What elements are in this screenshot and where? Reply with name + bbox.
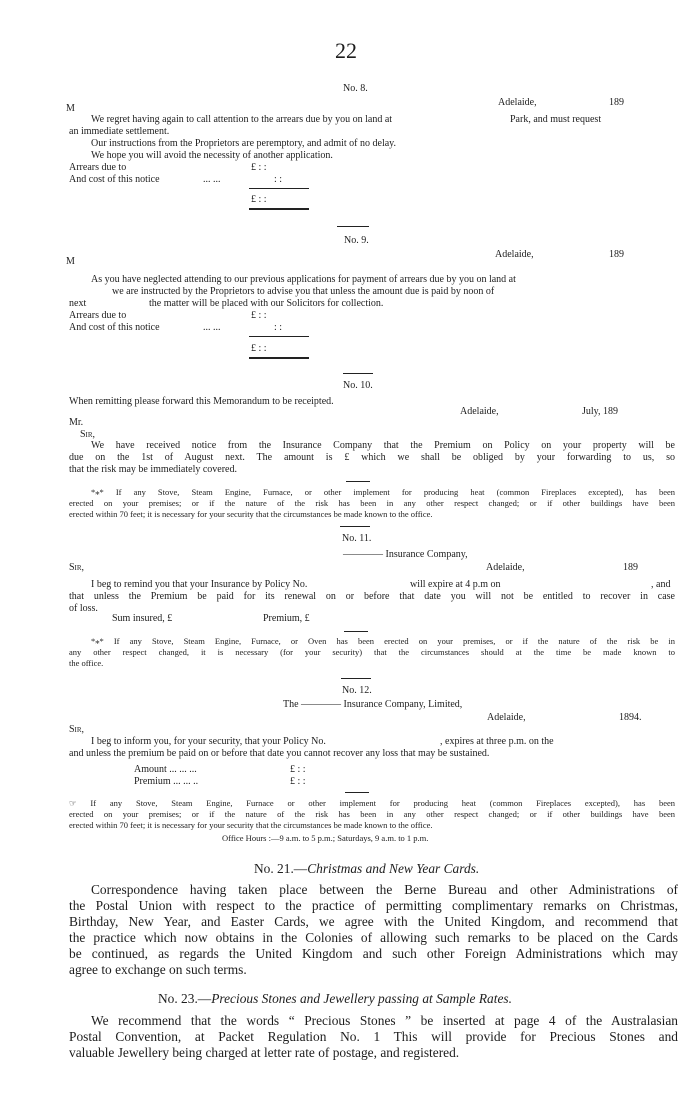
company-name: The ———— Insurance Company, Limited, — [283, 699, 463, 710]
total-rule — [249, 357, 309, 360]
section-divider — [337, 226, 369, 227]
body-line: an immediate settlement. — [69, 126, 170, 137]
body-line: As you have neglected attending to our previous applications for payment of arrears due by you on land at — [91, 274, 516, 285]
paragraph-line: the practice which now obtains in the Colonies of allowing such remarks to be placed on the Cards — [69, 930, 678, 945]
section-divider — [341, 678, 371, 679]
body-line: , and — [651, 579, 671, 590]
cost-label: And cost of this notice — [69, 322, 160, 333]
leader-dots: ... ... — [203, 322, 221, 333]
body-line: When remitting please forward this Memorandum to be receipted. — [69, 396, 334, 407]
page-number: 22 — [335, 38, 357, 63]
note-divider — [346, 481, 370, 482]
arrears-label: Arrears due to — [69, 310, 127, 321]
salutation: M — [66, 103, 75, 114]
place: Adelaide, — [486, 562, 525, 573]
year: 1894. — [619, 712, 642, 723]
sum-rule — [249, 188, 309, 189]
body-line: next — [69, 298, 87, 309]
note-divider — [345, 792, 369, 793]
body-line: that unless the Premium be paid for its renewal on or before that date you will not be entitled to recover in case — [69, 591, 675, 602]
paragraph-line: We recommend that the words “ Precious Stones ” be inserted at page 4 of the Australasian — [91, 1013, 678, 1028]
body-line: We have received notice from the Insurance Company that the Premium on Policy on your property will be — [91, 440, 675, 451]
section-heading: No. 21.—Christmas and New Year Cards. — [254, 861, 480, 876]
form-heading: No. 8. — [343, 83, 368, 94]
amount-column: : : — [274, 174, 283, 185]
footnote-line: erected on your premises; or if the nature of the risk has been in any other respect changed; or if other buildings have been — [69, 809, 675, 819]
salutation: Sir, — [69, 562, 85, 573]
company-name: ———— Insurance Company, — [343, 549, 468, 560]
amount-column: £ : : — [251, 162, 267, 173]
body-line: we are instructed by the Proprietors to advise you that unless the amount due is paid by noon of — [112, 286, 495, 297]
sum-insured: Sum insured, £ — [112, 613, 173, 624]
footnote-line: *⁎* If any Stove, Steam Engine, Furnace, or Oven has been erected on your premises, or if the nature of the risk be in — [91, 636, 675, 646]
body-line: I beg to remind you that your Insurance by Policy No. — [91, 579, 308, 590]
paragraph-line: be continued, as regards the United Kingdom and such other Foreign Administrations which may — [69, 946, 678, 961]
total-rule — [249, 208, 309, 211]
form-heading: No. 10. — [343, 380, 373, 391]
total-amount: £ : : — [251, 343, 267, 354]
body-line: , expires at three p.m. on the — [440, 736, 554, 747]
addressee: Mr. — [69, 417, 84, 428]
body-line: Park, and must request — [510, 114, 602, 125]
form-heading: No. 12. — [342, 685, 372, 696]
form-heading: No. 9. — [344, 235, 369, 246]
total-amount: £ : : — [251, 194, 267, 205]
note-divider — [344, 631, 368, 632]
arrears-label: Arrears due to — [69, 162, 127, 173]
section-heading: No. 23.—Precious Stones and Jewellery passing at Sample Rates. — [158, 991, 512, 1006]
body-line: the matter will be placed with our Solicitors for collection. — [149, 298, 384, 309]
footnote-line: ☞ If any Stove, Steam Engine, Furnace or other implement for producing heat (common Fireplaces excepted), has been — [69, 798, 675, 808]
footnote-line: erected on your premises; or if the nature of the risk has been in any other respect changed; or if other buildings have been — [69, 498, 675, 508]
section-divider — [340, 526, 370, 527]
salutation: Sir, — [69, 724, 85, 735]
body-line: We hope you will avoid the necessity of another application. — [91, 150, 333, 161]
body-line: I beg to inform you, for your security, that your Policy No. — [91, 736, 326, 747]
paragraph-line: agree to exchange on such terms. — [69, 962, 247, 977]
paragraph-line: Birthday, New Year, and Easter Cards, we agree with the United Kingdom, and recommend that — [69, 914, 678, 929]
date: July, 189 — [582, 406, 619, 417]
place: Adelaide, — [487, 712, 526, 723]
footnote-line: any other respect changed, it is necessary (for your security) that the circumstances should at the time be made known to — [69, 647, 675, 657]
premium: Premium, £ — [263, 613, 310, 624]
paragraph-line: the Postal Union with respect to the practice of permitting complimentary remarks on Christmas, — [69, 898, 678, 913]
amount-value: £ : : — [290, 764, 306, 775]
salutation: Sir, — [80, 429, 96, 440]
body-line: that the risk may be immediately covered. — [69, 464, 237, 475]
paragraph-line: Correspondence having taken place between the Berne Bureau and other Administrations of — [91, 882, 678, 897]
body-line: and unless the premium be paid on or before that date you cannot recover any loss that may be sustained. — [69, 748, 490, 759]
body-line: We regret having again to call attention to the arrears due by you on land at — [91, 114, 393, 125]
office-hours: Office Hours :—9 a.m. to 5 p.m.; Saturdays, 9 a.m. to 1 p.m. — [222, 833, 429, 843]
cost-label: And cost of this notice — [69, 174, 160, 185]
place: Adelaide, — [498, 97, 537, 108]
body-line: due on the 1st of August next. The amount is £ which we shall be obliged by your forwarding to us, so — [69, 452, 675, 463]
amount-label: Amount ... ... ... — [134, 764, 197, 775]
sum-rule — [249, 336, 309, 337]
salutation: M — [66, 256, 75, 267]
leader-dots: ... ... — [203, 174, 221, 185]
footnote-line: *⁎* If any Stove, Steam Engine, Furnace, or other implement for producing heat (common Fireplaces excepted), has been — [91, 487, 675, 497]
body-line: Our instructions from the Proprietors are peremptory, and admit of no delay. — [91, 138, 397, 149]
form-heading: No. 11. — [342, 533, 372, 544]
place: Adelaide, — [460, 406, 499, 417]
footnote-line: the office. — [69, 658, 104, 668]
year: 189 — [609, 249, 624, 260]
premium-label: Premium ... ... .. — [134, 776, 199, 787]
year: 189 — [623, 562, 638, 573]
premium-value: £ : : — [290, 776, 306, 787]
paragraph-line: Postal Convention, at Packet Regulation No. 1 This will provide for Precious Stones and — [69, 1029, 678, 1044]
amount-column: : : — [274, 322, 283, 333]
footnote-line: erected within 70 feet; it is necessary for your security that the circumstances be made known to the office. — [69, 820, 433, 830]
section-divider — [343, 373, 373, 374]
year: 189 — [609, 97, 624, 108]
body-line: will expire at 4 p.m on — [410, 579, 501, 590]
body-line: of loss. — [69, 603, 98, 614]
amount-column: £ : : — [251, 310, 267, 321]
place: Adelaide, — [495, 249, 534, 260]
paragraph-line: valuable Jewellery being charged at letter rate of postage, and registered. — [69, 1045, 460, 1060]
footnote-line: erected within 70 feet; it is necessary for your security that the circumstances be made known to the office. — [69, 509, 433, 519]
